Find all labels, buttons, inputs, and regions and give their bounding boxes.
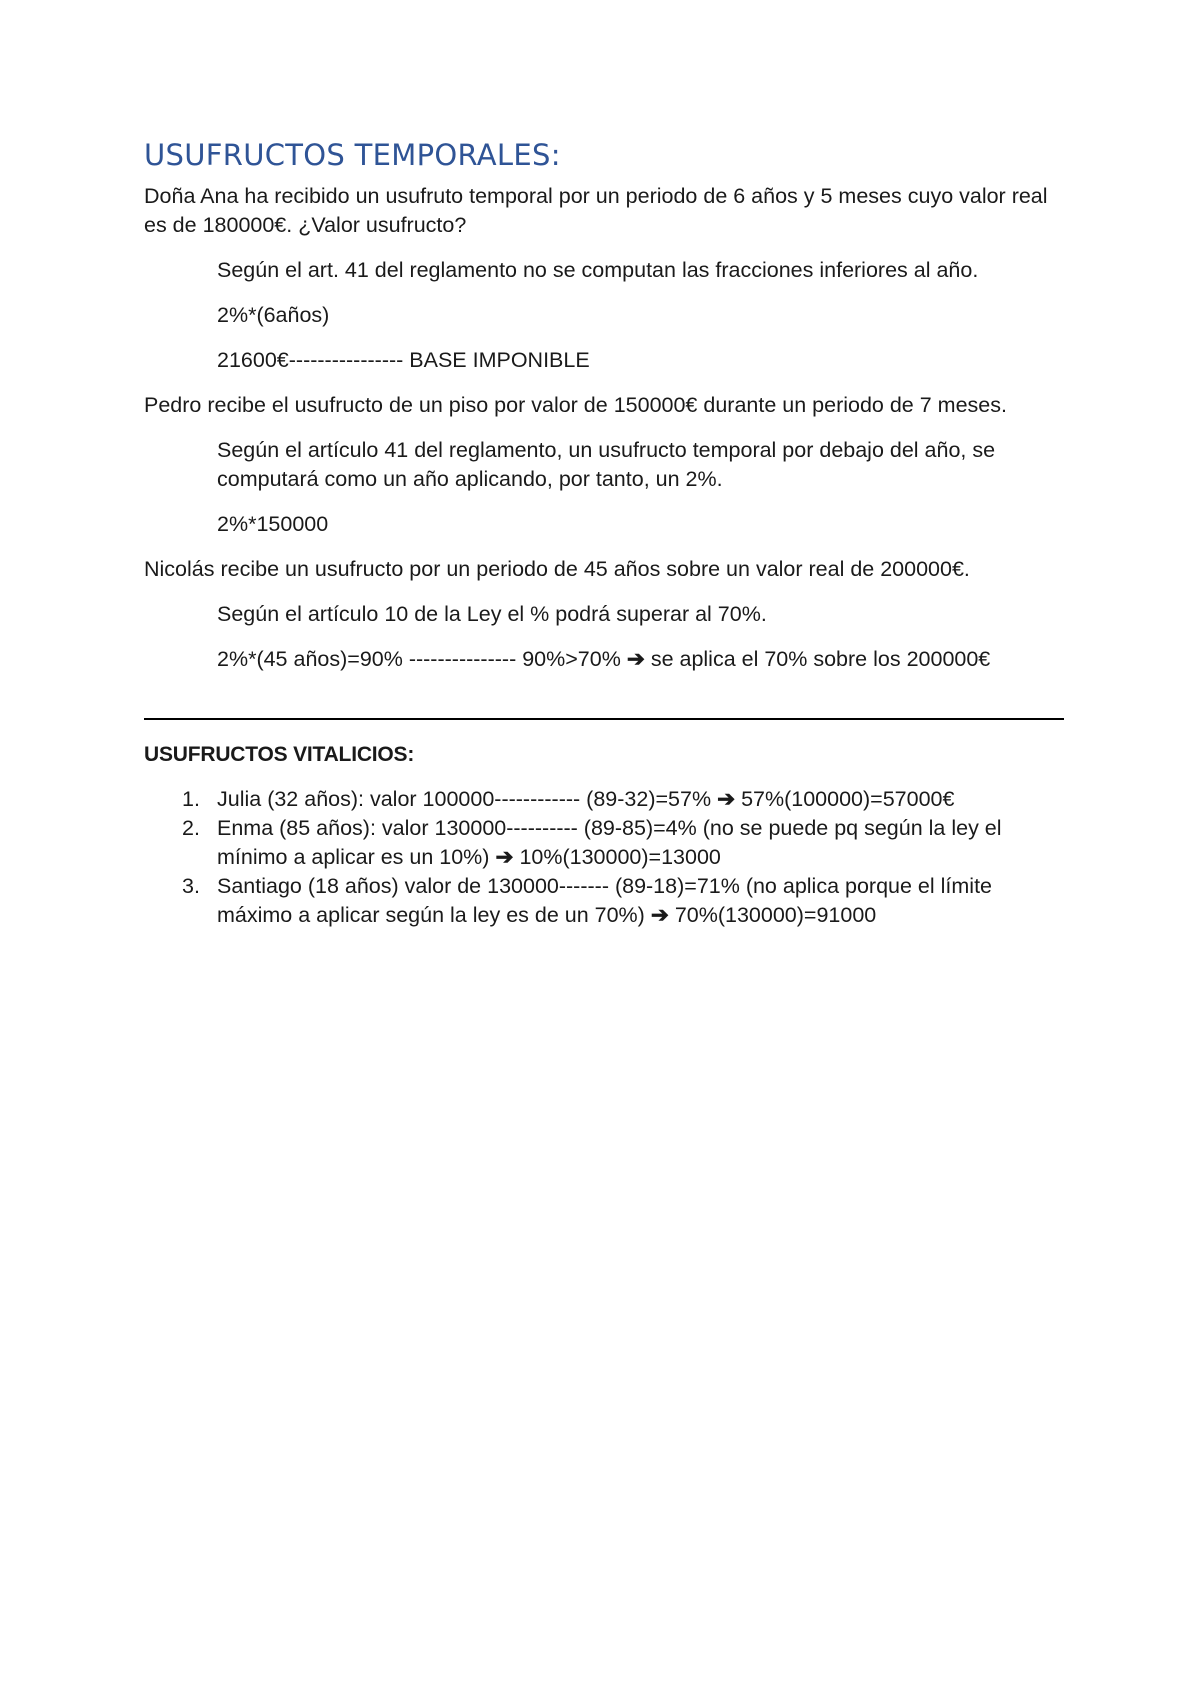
indented-result: 21600€---------------- BASE IMPONIBLE [217, 348, 590, 372]
indented-formula [217, 645, 1064, 674]
paragraph-nicolas: Nicolás recibe un usufructo por un periodo de 45 años sobre un valor real de 200000€. [144, 557, 970, 581]
indented-text: Según el artículo 41 del reglamento, un usufructo temporal por debajo del año, se computará como un año aplicando, por tanto, un 2%. [217, 438, 996, 491]
list-item [144, 785, 1064, 814]
list-item [144, 872, 1064, 930]
formula-conclusion: se aplica el 70% sobre los 200000€ [650, 647, 991, 671]
indented-text: Según el artículo 10 de la Ley el % podrá superar al 70%. [217, 602, 767, 626]
formula-text: 2%*(45 años)=90% --------------- 90%>70% [217, 647, 621, 671]
section-divider [144, 718, 1064, 720]
arrow-right-icon: ➔ [626, 647, 645, 671]
arrow-right-icon: ➔ [495, 845, 514, 869]
indented-text: Según el art. 41 del reglamento no se computan las fracciones inferiores al año. [217, 258, 979, 282]
indented-formula: 2%*150000 [217, 512, 329, 536]
list-number: 3. [182, 874, 200, 898]
list-item [144, 814, 1064, 872]
arrow-right-icon: ➔ [650, 903, 669, 927]
document-body [144, 138, 1064, 930]
list-item-text: Santiago (18 años) valor de 130000------- (89-18)=71% (no aplica porque el límite máximo a aplicar según la ley es de un 70%) [217, 874, 993, 927]
list-number: 2. [182, 816, 200, 840]
paragraph-pedro: Pedro recibe el usufructo de un piso por valor de 150000€ durante un periodo de 7 meses. [144, 393, 1007, 417]
arrow-right-icon: ➔ [717, 787, 736, 811]
heading-usufructos-temporales: USUFRUCTOS TEMPORALES: [144, 138, 561, 172]
indented-formula: 2%*(6años) [217, 303, 330, 327]
list-item-text: Julia (32 años): valor 100000------------ (89-32)=57% [217, 787, 712, 811]
paragraph-dona-ana: Doña Ana ha recibido un usufruto temporal por un periodo de 6 años y 5 meses cuyo valor real es de 180000€. ¿Valor usufructo? [144, 184, 1048, 237]
list-item-result: 57%(100000)=57000€ [741, 787, 955, 811]
list-number: 1. [182, 787, 200, 811]
list-item-result: 10%(130000)=13000 [519, 845, 721, 869]
vitalicios-list [144, 785, 1064, 930]
heading-usufructos-vitalicios: USUFRUCTOS VITALICIOS: [144, 743, 415, 766]
list-item-result: 70%(130000)=91000 [674, 903, 877, 927]
list-item-text: Enma (85 años): valor 130000---------- (89-85)=4% (no se puede pq según la ley el mínimo a aplicar es un 10%) [217, 816, 1002, 869]
